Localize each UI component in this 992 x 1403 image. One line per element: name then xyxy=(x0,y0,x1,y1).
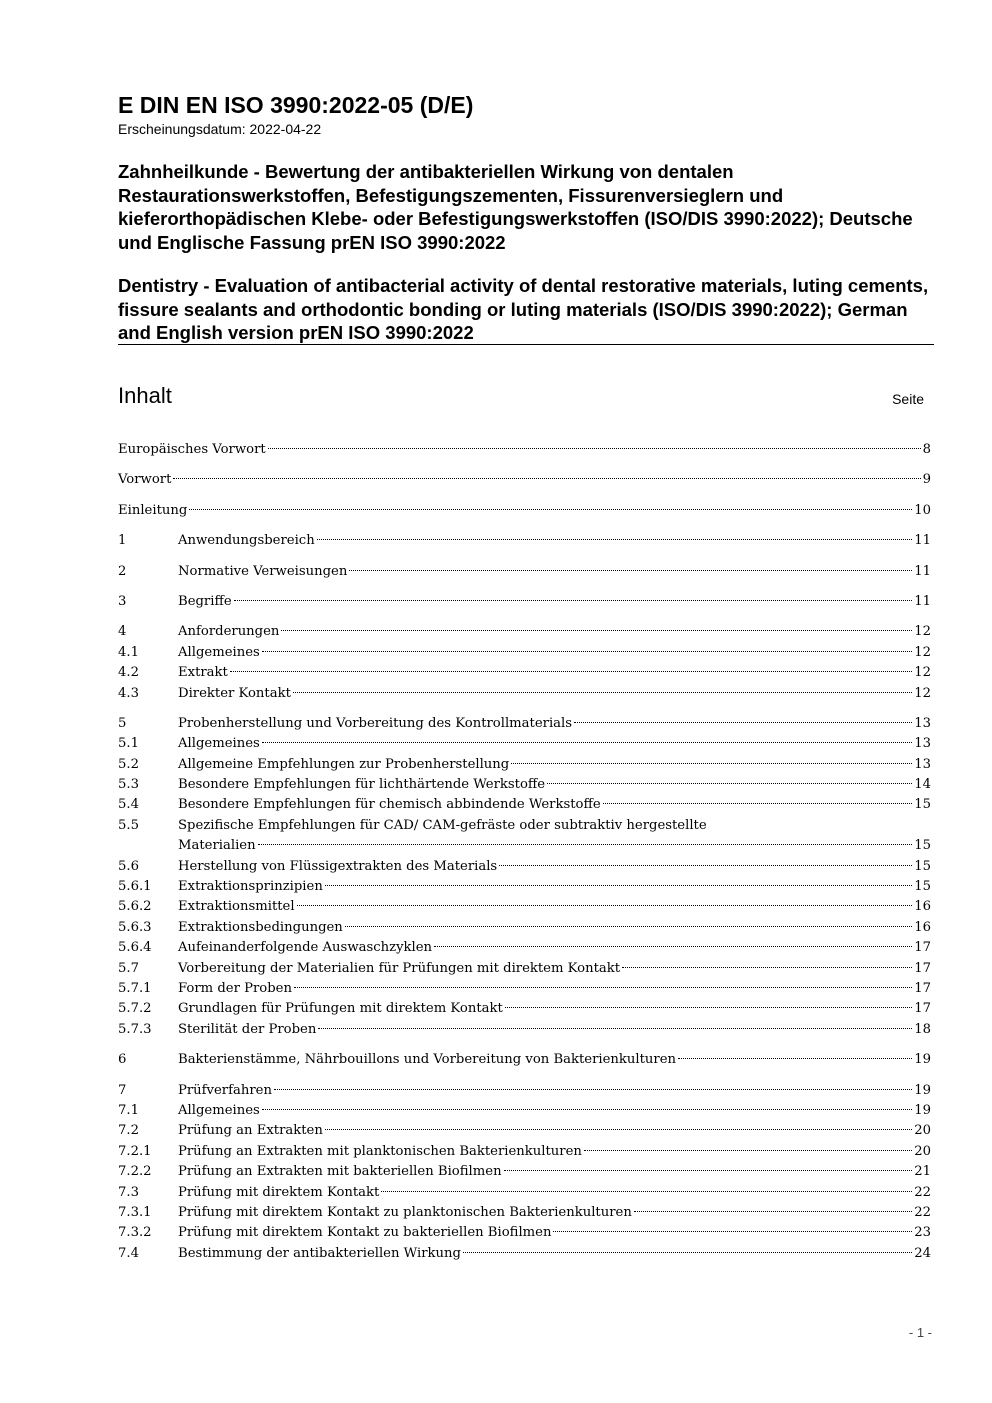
toc-leader-dots xyxy=(318,1028,912,1029)
toc-leader-dots xyxy=(294,987,912,988)
toc-entry-label[interactable]: Probenherstellung und Vorbereitung des Kontrollmaterials xyxy=(178,715,573,731)
toc-entry-page: 15 xyxy=(914,797,931,813)
toc-leader-dots xyxy=(547,783,912,784)
toc-entry[interactable] xyxy=(118,918,931,938)
toc-leader-dots xyxy=(434,946,912,947)
toc-entry[interactable] xyxy=(118,877,931,897)
toc-entry-label[interactable]: Form der Proben xyxy=(178,980,292,996)
title-german: Zahnheilkunde - Bewertung der antibakteriellen Wirkung von dentalen Restaurationswerkstoffen, Befestigungszementen, Fissurenversieglern und kieferorthopädischen Klebe- oder Befestigungswerkstoffen (ISO/DIS 3990:2022); Deutsche und Englische Fassung prEN ISO 3990:2022 xyxy=(118,161,913,253)
toc-entry-label[interactable]: Vorwort xyxy=(118,472,172,488)
toc-entry[interactable] xyxy=(118,1081,931,1101)
toc-entry[interactable] xyxy=(118,1244,931,1264)
toc-entry-number: 7.1 xyxy=(118,1102,139,1118)
toc-entry[interactable] xyxy=(118,531,931,551)
toc-entry[interactable] xyxy=(118,643,931,663)
toc-leader-dots xyxy=(281,630,912,631)
toc-entry-number: 4 xyxy=(118,624,127,640)
toc-entry-page: 17 xyxy=(914,960,931,976)
toc-entry-label[interactable]: Allgemeines xyxy=(178,1102,260,1118)
toc-entry-label[interactable]: Extraktionsbedingungen xyxy=(178,919,343,935)
toc-entry-number: 4.2 xyxy=(118,665,139,681)
toc-page-column-label: Seite xyxy=(892,391,924,407)
toc-leader-dots xyxy=(325,1129,912,1130)
toc-entry-label[interactable]: Allgemeines xyxy=(178,644,260,660)
toc-entry-page: 20 xyxy=(914,1143,931,1159)
toc-entry-page: 8 xyxy=(922,442,931,457)
toc-entry[interactable] xyxy=(118,999,931,1019)
toc-entry-number: 5.6 xyxy=(118,858,139,874)
toc-leader-dots xyxy=(230,671,912,672)
toc-entry-page: 10 xyxy=(914,502,931,518)
toc-entry-number: 5.6.3 xyxy=(118,919,152,935)
toc-entry[interactable] xyxy=(118,816,931,857)
toc-entry[interactable] xyxy=(118,1162,931,1182)
toc-leader-dots xyxy=(634,1211,912,1212)
toc-entry-label[interactable]: Einleitung xyxy=(118,502,188,518)
toc-entry-page: 24 xyxy=(914,1245,931,1261)
toc-entry-page: 12 xyxy=(914,665,931,681)
toc-leader-dots xyxy=(622,967,912,968)
toc-entry[interactable] xyxy=(118,592,931,612)
toc-entry[interactable] xyxy=(118,1050,931,1070)
toc-entry-label[interactable]: Allgemeine Empfehlungen zur Probenherstellung xyxy=(178,756,510,772)
document-title: E DIN EN ISO 3990:2022-05 (D/E) xyxy=(118,92,474,118)
toc-entry[interactable] xyxy=(118,795,931,815)
toc-entry-label[interactable]: Direkter Kontakt xyxy=(178,685,291,701)
toc-leader-dots xyxy=(381,1191,912,1192)
toc-entry-label[interactable]: Allgemeines xyxy=(178,736,260,752)
toc-entry-number: 5.7 xyxy=(118,960,139,976)
toc-entry[interactable] xyxy=(118,775,931,795)
toc-leader-dots xyxy=(268,448,921,449)
toc-entry-page: 11 xyxy=(914,533,931,549)
publication-date: Erscheinungsdatum: 2022-04-22 xyxy=(118,121,322,137)
toc-entry-page: 16 xyxy=(914,899,931,915)
toc-leader-dots xyxy=(511,763,912,764)
toc-heading: Inhalt xyxy=(118,383,172,408)
toc-entry-label[interactable]: Besondere Empfehlungen für lichthärtende Werkstoffe xyxy=(178,777,546,793)
toc-entry[interactable] xyxy=(118,1223,931,1243)
toc-entry-label[interactable]: Extraktionsprinzipien xyxy=(178,879,323,895)
toc-leader-dots xyxy=(584,1150,912,1151)
toc-entry-number: 5.4 xyxy=(118,797,139,813)
toc-entry-number: 3 xyxy=(118,593,127,609)
toc-leader-dots xyxy=(463,1252,912,1253)
toc-entry-label[interactable]: Besondere Empfehlungen für chemisch abbindende Werkstoffe xyxy=(178,797,601,813)
toc-entry-number: 7.2.2 xyxy=(118,1164,152,1180)
toc-entry[interactable] xyxy=(118,979,931,999)
toc-entry-number: 5 xyxy=(118,715,127,731)
toc-entry-label[interactable]: Prüfung mit direktem Kontakt zu bakteriellen Biofilmen xyxy=(178,1225,552,1241)
toc-leader-dots xyxy=(504,1170,913,1171)
toc-leader-dots xyxy=(505,1007,912,1008)
toc-entry[interactable] xyxy=(118,622,931,642)
toc-entry-label[interactable]: Europäisches Vorwort xyxy=(118,442,266,457)
toc-entry-page: 19 xyxy=(914,1052,931,1068)
toc-entry-number: 2 xyxy=(118,563,127,579)
toc-entry-page: 17 xyxy=(914,940,931,956)
toc-entry[interactable] xyxy=(118,1183,931,1203)
toc-entry-label[interactable]: Prüfung an Extrakten mit bakteriellen Biofilmen xyxy=(178,1164,502,1180)
toc-entry[interactable] xyxy=(118,897,931,917)
toc-entry-number: 5.7.2 xyxy=(118,1001,152,1017)
toc-leader-dots xyxy=(325,885,912,886)
toc-entry-page: 9 xyxy=(922,472,931,488)
toc-entry-label[interactable]: Normative Verweisungen xyxy=(178,563,348,579)
toc-entry[interactable] xyxy=(118,501,931,521)
toc-leader-dots xyxy=(258,844,913,845)
toc-entry[interactable] xyxy=(118,734,931,754)
toc-entry-number: 7 xyxy=(118,1082,127,1098)
toc-entry-number: 5.1 xyxy=(118,736,139,752)
toc-entry-page: 13 xyxy=(914,736,931,752)
toc-entry[interactable] xyxy=(118,470,931,490)
toc-entry-page: 12 xyxy=(914,624,931,640)
toc-entry[interactable] xyxy=(118,684,931,704)
toc-entry-page: 22 xyxy=(914,1184,931,1200)
title-divider xyxy=(118,344,934,345)
toc-entry-label[interactable]: Bakterienstämme, Nährbouillons und Vorbereitung von Bakterienkulturen xyxy=(178,1052,677,1068)
toc-leader-dots xyxy=(234,600,913,601)
toc-entry-label[interactable]: Prüfung mit direktem Kontakt xyxy=(178,1184,380,1200)
toc-leader-dots xyxy=(345,926,912,927)
toc-entry-number: 6 xyxy=(118,1052,127,1068)
table-of-contents xyxy=(118,440,931,1264)
toc-entry-label[interactable]: Bestimmung der antibakteriellen Wirkung xyxy=(178,1245,461,1261)
toc-entry-page: 11 xyxy=(914,563,931,579)
title-english: Dentistry - Evaluation of antibacterial activity of dental restorative materials, luting cements, fissure sealants and orthodontic bonding or luting materials (ISO/DIS 3990:2022); German and English version prEN ISO 3990:2022 xyxy=(118,275,929,343)
toc-entry-number: 5.5 xyxy=(118,817,139,833)
toc-leader-dots xyxy=(349,570,912,571)
toc-entry-label[interactable]: Extraktionsmittel xyxy=(178,899,295,915)
toc-entry[interactable] xyxy=(118,1101,931,1121)
toc-leader-dots xyxy=(297,905,913,906)
toc-entry-label[interactable]: Spezifische Empfehlungen für CAD/ CAM-gefräste oder subtraktiv hergestellte xyxy=(178,817,707,833)
toc-entry-page: 21 xyxy=(914,1164,931,1180)
toc-entry-number: 4.1 xyxy=(118,644,139,660)
toc-leader-dots xyxy=(553,1231,912,1232)
toc-entry-number: 1 xyxy=(118,533,127,549)
toc-entry-number: 7.3 xyxy=(118,1184,139,1200)
toc-entry-number: 7.4 xyxy=(118,1245,139,1261)
toc-entry[interactable] xyxy=(118,440,931,460)
toc-leader-dots xyxy=(189,509,912,510)
toc-leader-dots xyxy=(262,1109,912,1110)
toc-entry-page: 15 xyxy=(914,838,931,854)
toc-entry-label[interactable]: Vorbereitung der Materialien für Prüfungen mit direktem Kontakt xyxy=(178,960,621,976)
toc-leader-dots xyxy=(274,1089,912,1090)
toc-entry-number: 5.2 xyxy=(118,756,139,772)
toc-entry-number: 5.7.3 xyxy=(118,1021,152,1037)
toc-entry[interactable] xyxy=(118,1203,931,1223)
toc-entry-page: 15 xyxy=(914,858,931,874)
toc-leader-dots xyxy=(317,539,913,540)
toc-entry[interactable] xyxy=(118,857,931,877)
toc-entry-page: 22 xyxy=(914,1204,931,1220)
page-number: - 1 - xyxy=(908,1325,932,1340)
toc-leader-dots xyxy=(678,1058,912,1059)
toc-entry-number: 4.3 xyxy=(118,685,139,701)
toc-entry-label[interactable]: Prüfung an Extrakten xyxy=(178,1123,323,1139)
toc-entry-page: 18 xyxy=(914,1021,931,1037)
toc-leader-dots xyxy=(262,651,912,652)
toc-entry-page: 23 xyxy=(914,1225,931,1241)
toc-entry-number: 5.6.1 xyxy=(118,879,152,895)
toc-entry-number: 7.3.2 xyxy=(118,1225,152,1241)
toc-entry-number: 7.3.1 xyxy=(118,1204,152,1220)
toc-entry-page: 13 xyxy=(914,756,931,772)
toc-entry-page: 13 xyxy=(914,715,931,731)
toc-leader-dots xyxy=(293,692,912,693)
toc-entry-label[interactable]: Prüfung an Extrakten mit planktonischen Bakterienkulturen xyxy=(178,1143,582,1159)
toc-entry-page: 14 xyxy=(914,777,931,793)
toc-entry-page: 19 xyxy=(914,1082,931,1098)
toc-entry[interactable] xyxy=(118,562,931,582)
toc-entry-page: 17 xyxy=(914,980,931,996)
toc-entry-label[interactable]: Prüfverfahren xyxy=(178,1082,272,1098)
toc-entry-label[interactable]: Begriffe xyxy=(178,593,232,609)
toc-entry-page: 11 xyxy=(914,593,931,609)
toc-entry-label[interactable]: Anwendungsbereich xyxy=(178,533,315,549)
toc-entry-label[interactable]: Herstellung von Flüssigextrakten des Materials xyxy=(178,858,498,874)
toc-entry-page: 20 xyxy=(914,1123,931,1139)
toc-entry-label[interactable]: Grundlagen für Prüfungen mit direktem Kontakt xyxy=(178,1001,503,1017)
toc-entry[interactable] xyxy=(118,755,931,775)
toc-entry-page: 12 xyxy=(914,644,931,660)
toc-entry-number: 5.3 xyxy=(118,777,139,793)
toc-entry-number: 7.2 xyxy=(118,1123,139,1139)
toc-entry-number: 7.2.1 xyxy=(118,1143,152,1159)
toc-entry-label[interactable]: Anforderungen xyxy=(178,624,280,640)
toc-entry[interactable] xyxy=(118,1121,931,1141)
toc-leader-dots xyxy=(262,742,912,743)
toc-entry-label[interactable]: Prüfung mit direktem Kontakt zu planktonischen Bakterienkulturen xyxy=(178,1204,632,1220)
toc-entry-page: 17 xyxy=(914,1001,931,1017)
toc-entry[interactable] xyxy=(118,938,931,958)
toc-entry-page: 19 xyxy=(914,1102,931,1118)
toc-leader-dots xyxy=(603,803,913,804)
toc-entry-page: 16 xyxy=(914,919,931,935)
toc-entry-label[interactable]: Sterilität der Proben xyxy=(178,1021,317,1037)
toc-leader-dots xyxy=(499,865,912,866)
toc-leader-dots xyxy=(574,722,912,723)
toc-entry[interactable] xyxy=(118,1020,931,1040)
toc-entry[interactable] xyxy=(118,959,931,979)
toc-entry[interactable] xyxy=(118,1142,931,1162)
toc-entry-label-continued[interactable]: Materialien xyxy=(178,838,256,854)
toc-entry[interactable] xyxy=(118,714,931,734)
toc-entry-label[interactable]: Extrakt xyxy=(178,665,228,681)
toc-leader-dots xyxy=(173,478,920,479)
toc-entry-label[interactable]: Aufeinanderfolgende Auswaschzyklen xyxy=(178,940,433,956)
toc-entry-number: 5.6.2 xyxy=(118,899,152,915)
toc-entry-page: 15 xyxy=(914,879,931,895)
toc-entry-number: 5.6.4 xyxy=(118,940,152,956)
toc-entry[interactable] xyxy=(118,663,931,683)
toc-entry-number: 5.7.1 xyxy=(118,980,152,996)
toc-entry-page: 12 xyxy=(914,685,931,701)
